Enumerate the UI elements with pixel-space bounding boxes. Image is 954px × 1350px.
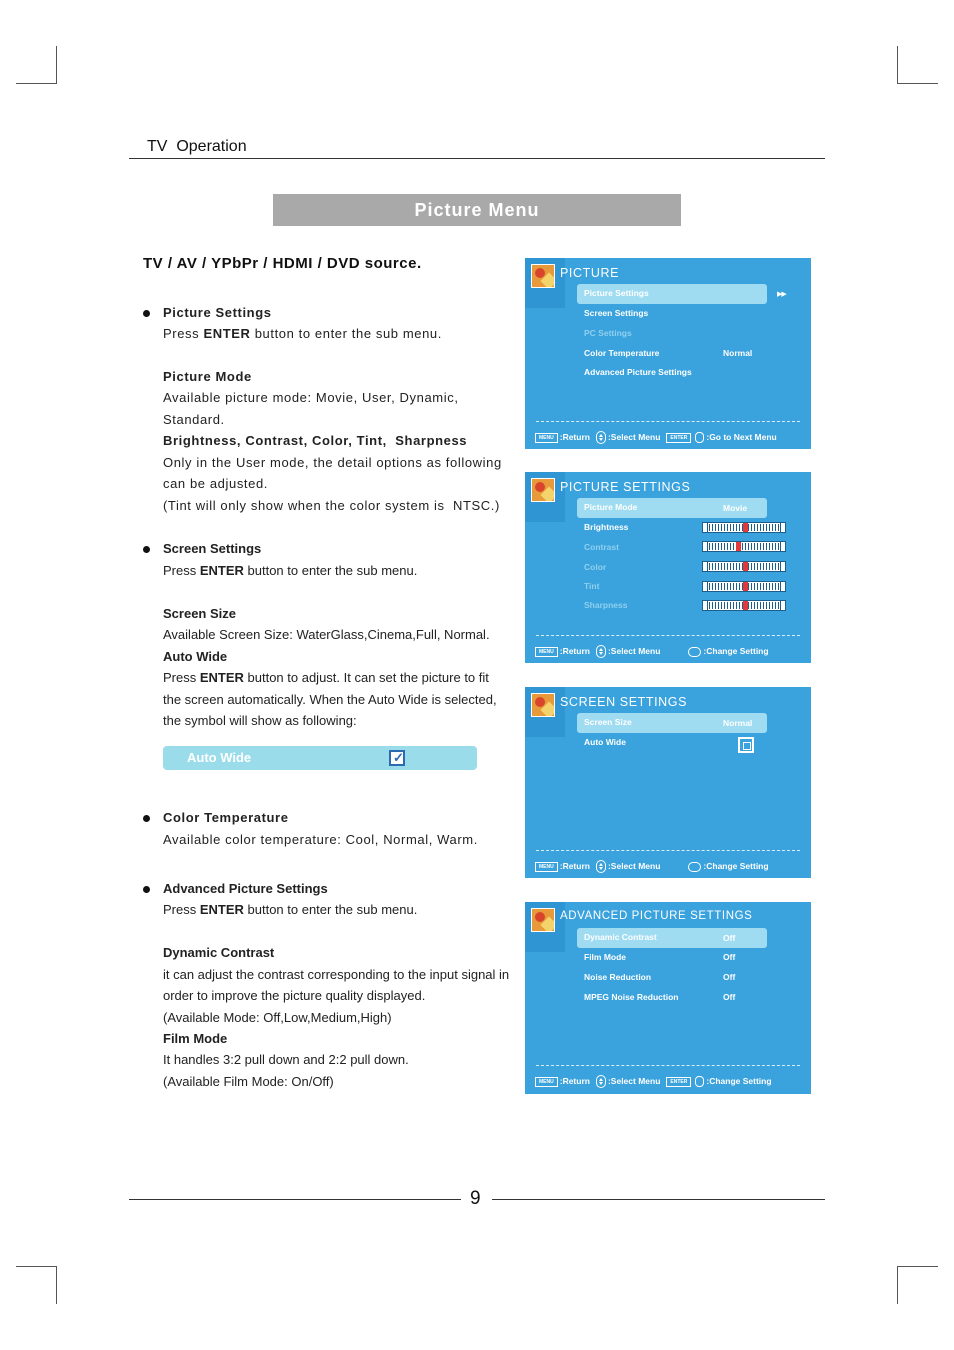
screen-settings-heading: Screen Settings: [163, 541, 262, 556]
osd-item[interactable]: Noise Reduction: [584, 972, 652, 982]
osd-item[interactable]: Advanced Picture Settings: [584, 367, 692, 377]
crop-mark: [897, 83, 938, 84]
bcc-heading: Brightness, Contrast, Color, Tint, Sharpness: [163, 433, 468, 448]
osd-item: Screen Size: [584, 717, 632, 727]
checkbox-checked-icon: ✓: [389, 750, 405, 766]
dynamic-contrast-line: it can adjust the contrast corresponding to the input signal in: [163, 967, 510, 982]
picture-mode-heading: Picture Mode: [163, 369, 252, 384]
slider-knob[interactable]: [736, 542, 741, 551]
checkbox-icon[interactable]: [738, 737, 754, 753]
osd-item[interactable]: Film Mode: [584, 952, 627, 962]
bcc-line: can be adjusted.: [163, 476, 269, 491]
crop-mark: [16, 1266, 57, 1267]
crop-mark: [56, 46, 57, 84]
menu-key-icon: MENU: [535, 433, 558, 443]
osd-divider: [536, 850, 800, 851]
osd-title: PICTURE SETTINGS: [560, 480, 691, 494]
page-number: 9: [470, 1188, 481, 1209]
osd-value: Off: [723, 952, 736, 962]
osd-item[interactable]: Tint: [584, 581, 600, 591]
osd-title: PICTURE: [560, 266, 620, 280]
osd-value: Movie: [723, 503, 748, 513]
osd-value: Off: [723, 933, 736, 943]
osd-value: Off: [723, 992, 736, 1002]
slider-knob[interactable]: [743, 601, 748, 610]
picture-menu-icon: [531, 693, 555, 717]
color-temp-heading: Color Temperature: [163, 810, 289, 825]
auto-wide-example-label: Auto Wide: [187, 750, 252, 765]
picture-settings-desc: Press ENTER button to enter the sub menu.: [163, 326, 442, 341]
crop-mark: [897, 1266, 938, 1267]
crop-mark: [56, 1266, 57, 1304]
source-heading: TV / AV / YPbPr / HDMI / DVD source.: [143, 255, 422, 272]
bullet: [143, 310, 150, 317]
picture-mode-line: Standard.: [163, 412, 225, 427]
screen-size-heading: Screen Size: [163, 606, 236, 621]
slider-knob[interactable]: [743, 562, 748, 571]
film-mode-line: It handles 3:2 pull down and 2:2 pull down.: [163, 1052, 409, 1067]
header-rule: [129, 158, 825, 159]
picture-menu-icon: [531, 264, 555, 288]
osd-picture-menu: [525, 258, 811, 449]
menu-key-icon: MENU: [535, 647, 558, 657]
dynamic-contrast-heading: Dynamic Contrast: [163, 945, 275, 960]
right-arrow-icon: [695, 432, 704, 443]
osd-screen-settings-menu: [525, 687, 811, 878]
osd-divider: [536, 421, 800, 422]
osd-highlight-row[interactable]: [577, 498, 767, 518]
slider-knob[interactable]: [743, 523, 748, 532]
osd-title: SCREEN SETTINGS: [560, 695, 688, 709]
osd-item[interactable]: MPEG Noise Reduction: [584, 992, 679, 1002]
osd-item[interactable]: Color: [584, 562, 607, 572]
osd-slider[interactable]: [702, 522, 786, 533]
bcc-line: Only in the User mode, the detail options as following: [163, 455, 502, 470]
footer-rule-left: [129, 1199, 461, 1200]
double-arrow-right-icon: ▶▶: [777, 291, 786, 298]
picture-menu-icon: [531, 908, 555, 932]
picture-settings-heading: Picture Settings: [163, 305, 272, 320]
enter-key-icon: ENTER: [666, 433, 691, 443]
osd-slider[interactable]: [702, 541, 786, 552]
auto-wide-line: the symbol will show as following:: [163, 713, 357, 728]
bcc-line: (Tint will only show when the color system is NTSC.): [163, 498, 500, 513]
bullet: [143, 886, 150, 893]
picture-mode-line: Available picture mode: Movie, User, Dynamic,: [163, 390, 459, 405]
auto-wide-line: the screen automatically. When the Auto Wide is selected,: [163, 692, 497, 707]
osd-value: Off: [723, 972, 736, 982]
osd-title: ADVANCED PICTURE SETTINGS: [560, 910, 753, 922]
slider-knob[interactable]: [743, 582, 748, 591]
osd-divider: [536, 635, 800, 636]
osd-footer: MENU :Return :Select Menu ENTER :Go to Next Menu: [535, 431, 805, 444]
osd-footer: MENU :Return :Select Menu :Change Setting: [535, 860, 805, 873]
color-temp-line: Available color temperature: Cool, Normal, Warm.: [163, 832, 478, 847]
osd-highlight-row[interactable]: [577, 713, 767, 733]
enter-key-icon: ENTER: [666, 1077, 691, 1087]
osd-item[interactable]: Contrast: [584, 542, 619, 552]
osd-item[interactable]: Brightness: [584, 522, 629, 532]
crop-mark: [897, 46, 898, 84]
osd-highlight-row[interactable]: [577, 928, 767, 948]
auto-wide-desc: Press ENTER button to adjust. It can set the picture to fit: [163, 670, 489, 685]
right-arrow-icon: [695, 1076, 704, 1087]
picture-menu-icon: [531, 478, 555, 502]
film-mode-line: (Available Film Mode: On/Off): [163, 1074, 334, 1089]
advanced-heading: Advanced Picture Settings: [163, 881, 328, 896]
auto-wide-example-bar: [163, 746, 477, 770]
osd-value: Normal: [723, 348, 753, 358]
menu-key-icon: MENU: [535, 862, 558, 872]
osd-footer: MENU :Return :Select Menu :Change Setting: [535, 645, 805, 658]
osd-slider[interactable]: [702, 600, 786, 611]
osd-item[interactable]: Auto Wide: [584, 737, 626, 747]
osd-divider: [536, 1065, 800, 1066]
bullet: [143, 815, 150, 822]
osd-value: Normal: [723, 718, 753, 728]
dynamic-contrast-line: (Available Mode: Off,Low,Medium,High): [163, 1010, 392, 1025]
auto-wide-heading: Auto Wide: [163, 649, 228, 664]
osd-item[interactable]: Color Temperature: [584, 348, 660, 358]
up-down-icon: [596, 645, 606, 658]
up-down-icon: [596, 1075, 606, 1088]
section-banner: Picture Menu: [273, 194, 681, 226]
bullet: [143, 546, 150, 553]
osd-slider[interactable]: [702, 561, 786, 572]
crop-mark: [897, 1266, 898, 1304]
up-down-icon: [596, 431, 606, 444]
osd-picture-settings-menu: [525, 472, 811, 663]
osd-item: Picture Mode: [584, 502, 638, 512]
screen-size-line: Available Screen Size: WaterGlass,Cinema,Full, Normal.: [163, 627, 490, 642]
left-right-icon: [688, 647, 701, 657]
osd-footer: MENU :Return :Select Menu ENTER :Change Setting: [535, 1075, 805, 1088]
up-down-icon: [596, 860, 606, 873]
crop-mark: [16, 83, 57, 84]
osd-item: Dynamic Contrast: [584, 932, 657, 942]
page-header-title: TV Operation: [147, 138, 247, 155]
osd-item[interactable]: PC Settings: [584, 328, 632, 338]
dynamic-contrast-line: order to improve the picture quality displayed.: [163, 988, 426, 1003]
osd-highlight-row[interactable]: [577, 284, 786, 304]
advanced-desc: Press ENTER button to enter the sub menu.: [163, 902, 418, 917]
screen-settings-desc: Press ENTER button to enter the sub menu.: [163, 563, 418, 578]
osd-item: Picture Settings: [584, 288, 649, 298]
menu-key-icon: MENU: [535, 1077, 558, 1087]
osd-advanced-menu: [525, 902, 811, 1094]
osd-slider[interactable]: [702, 581, 786, 592]
osd-item[interactable]: Sharpness: [584, 600, 628, 610]
osd-item[interactable]: Screen Settings: [584, 308, 649, 318]
film-mode-heading: Film Mode: [163, 1031, 228, 1046]
footer-rule-right: [492, 1199, 825, 1200]
left-right-icon: [688, 862, 701, 872]
